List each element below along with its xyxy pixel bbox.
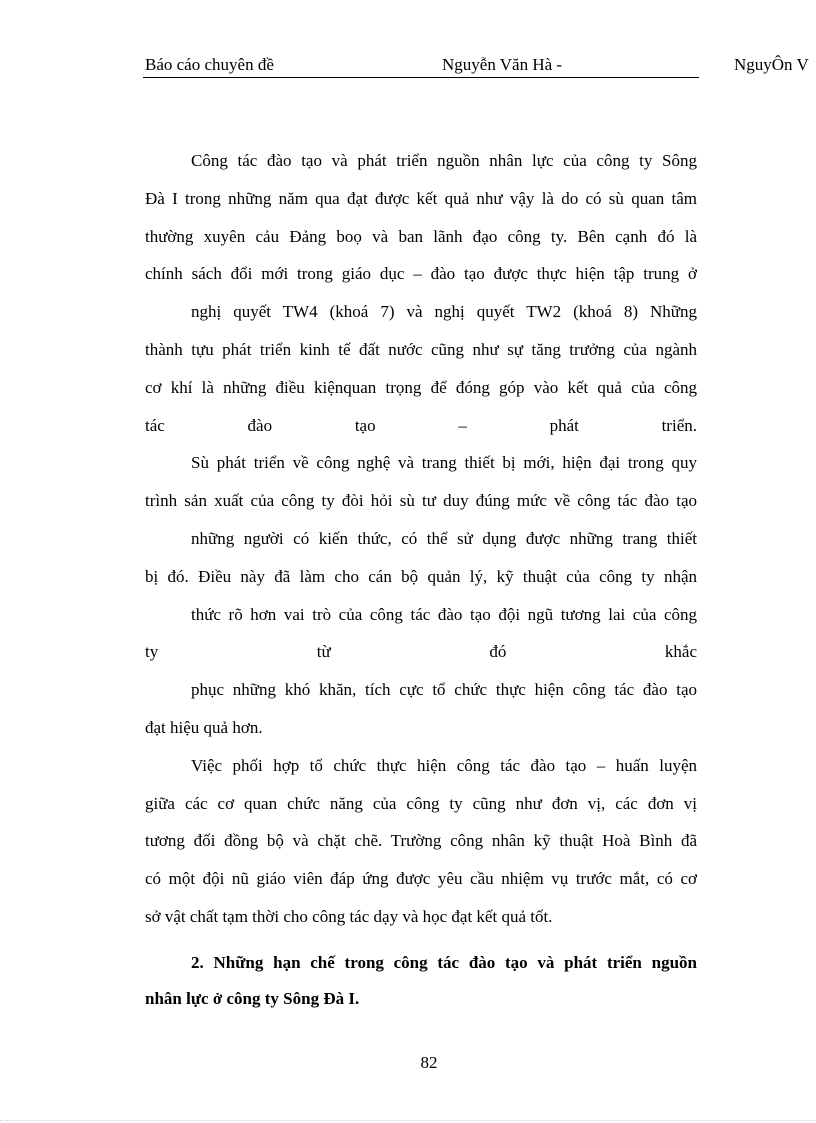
text-line: có một đội nũ giáo viên đáp ứng được yêu cầu nhiệm vụ trước mắt, có cơ bbox=[145, 869, 697, 889]
text-line: trình sản xuất của công ty đòi hỏi sù tư duy đúng mức về công tác đào tạo bbox=[145, 491, 697, 511]
text-line: tương đối đồng bộ và chặt chẽ. Trường công nhân kỹ thuật Hoà Bình đã bbox=[145, 831, 697, 851]
text-line: ty từ đó khắc bbox=[145, 642, 697, 662]
paragraph-6 bbox=[145, 675, 697, 751]
section-heading bbox=[145, 948, 697, 1020]
text-line: Sù phát triển về công nghệ và trang thiết bị mới, hiện đại trong quy bbox=[191, 453, 697, 473]
paragraph-4 bbox=[145, 524, 697, 600]
header-author-truncated: NguyÔn V bbox=[734, 55, 809, 74]
text-line: chính sách đổi mới trong giáo dục – đào tạo được thực hiện tập trung ở bbox=[145, 264, 697, 284]
header-report-title: Báo cáo chuyên đề bbox=[145, 55, 274, 74]
section-heading-line: 2. Những hạn chế trong công tác đào tạo và phát triển nguồn bbox=[191, 952, 697, 972]
text-line: những người có kiến thức, có thể sử dụng được những trang thiết bbox=[191, 528, 697, 548]
section-heading-line: nhân lực ở công ty Sông Đà I. bbox=[145, 988, 360, 1008]
paragraph-3 bbox=[145, 448, 697, 524]
text-line: Công tác đào tạo và phát triển nguồn nhân lực của công ty Sông bbox=[191, 151, 697, 170]
text-line: Việc phối hợp tổ chức thực hiện công tác đào tạo – huấn luyện bbox=[191, 755, 697, 775]
text-line: bị đó. Điều này đã làm cho cán bộ quản lý, kỹ thuật của công ty nhận bbox=[145, 566, 697, 586]
page-header bbox=[0, 54, 816, 78]
text-line: nghị quyết TW4 (khoá 7) và nghị quyết TW2 (khoá 8) Những bbox=[191, 302, 697, 322]
page-bottom-border bbox=[0, 1120, 816, 1121]
header-rule bbox=[143, 77, 699, 78]
text-line: thành tựu phát triển kinh tế đất nước cũng như sự tăng trưởng của ngành bbox=[145, 339, 697, 359]
text-line: thức rõ hơn vai trò của công tác đào tạo đội ngũ tương lai của công bbox=[191, 604, 697, 624]
text-line: tác đào tạo – phát triển. bbox=[145, 415, 697, 435]
page-number: 82 bbox=[420, 1053, 438, 1072]
document-body bbox=[145, 146, 697, 1020]
paragraph-2 bbox=[145, 297, 697, 448]
text-line: thường xuyên cảu Đảng boọ và ban lãnh đạo công ty. Bên cạnh đó là bbox=[145, 226, 697, 246]
text-line: Đà I trong những năm qua đạt được kết quả như vậy là do có sù quan tâm bbox=[145, 188, 697, 208]
paragraph-7 bbox=[145, 751, 697, 940]
paragraph-1 bbox=[145, 146, 697, 297]
text-line: giữa các cơ quan chức năng của công ty cũng như đơn vị, các đơn vị bbox=[145, 793, 697, 813]
text-line: đạt hiệu quả hơn. bbox=[145, 717, 263, 737]
text-line: sở vật chất tạm thời cho công tác dạy và học đạt kết quả tốt. bbox=[145, 906, 553, 926]
header-author: Nguyễn Văn Hà - bbox=[442, 55, 563, 74]
paragraph-5 bbox=[145, 600, 697, 676]
text-line: phục những khó khăn, tích cực tổ chức thực hiện công tác đào tạo bbox=[191, 680, 697, 700]
text-line: cơ khí là những điều kiệnquan trọng để đóng góp vào kết quả của công bbox=[145, 377, 697, 397]
